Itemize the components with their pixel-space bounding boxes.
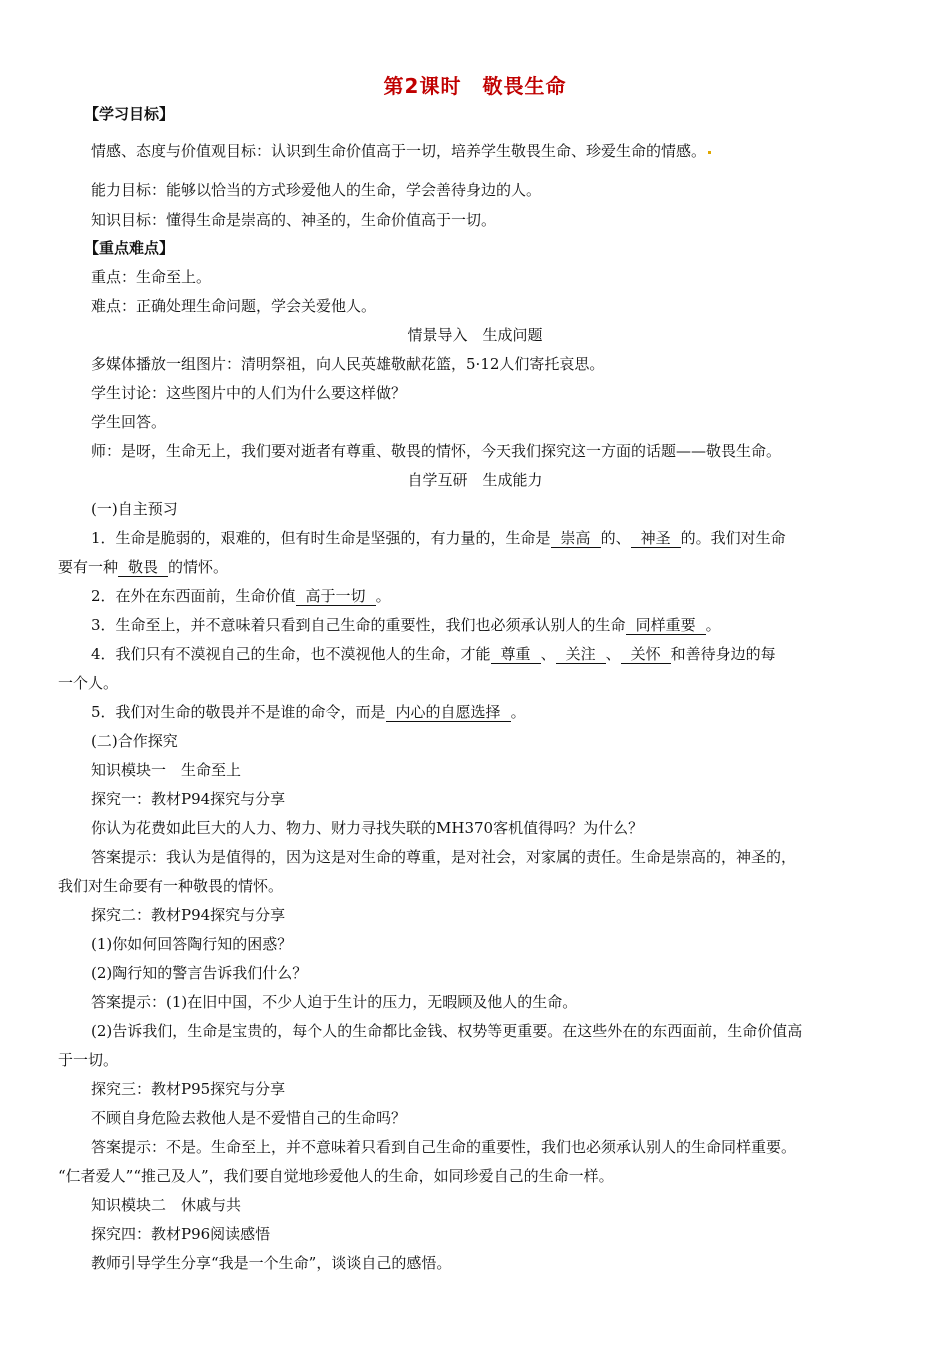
goal-knowledge: 知识目标：懂得生命是崇高的、神圣的，生命价值高于一切。 <box>91 211 497 229</box>
subheading-cooperation: (二)合作探究 <box>91 732 178 750</box>
module-1: 知识模块一 生命至上 <box>91 761 242 779</box>
inquiry-1-question: 你认为花费如此巨大的人力、物力、财力寻找失联的MH370客机值得吗？为什么？ <box>91 819 644 837</box>
key-point: 重点：生命至上。 <box>91 268 212 286</box>
answer-blank: 敬畏 <box>118 558 168 577</box>
answer-blank: 神圣 <box>631 529 681 548</box>
answer-blank: 关怀 <box>621 645 671 664</box>
intro-paragraph: 多媒体播放一组图片：清明祭祖，向人民英雄敬献花篮，5·12人们寄托哀思。 <box>91 355 605 373</box>
inquiry-1-answer: 答案提示：我认为是值得的，因为这是对生命的尊重，是对社会，对家属的责任。生命是崇高的，神圣的， <box>91 848 797 866</box>
intro-discussion: 学生讨论：这些图片中的人们为什么要这样做？ <box>91 384 407 402</box>
inquiry-4: 探究四：教材P96阅读感悟 <box>91 1225 271 1243</box>
answer-blank: 尊重 <box>491 645 541 664</box>
inquiry-2-answer-2: (2)告诉我们，生命是宝贵的，每个人的生命都比金钱、权势等更重要。在这些外在的东西面前，生命价值高 <box>91 1022 803 1040</box>
answer-blank: 关注 <box>556 645 606 664</box>
inquiry-2-answer-cont: 于一切。 <box>58 1051 119 1069</box>
stray-mark <box>708 151 711 154</box>
intro-answer: 学生回答。 <box>91 413 167 431</box>
answer-blank: 崇高 <box>551 529 601 548</box>
question-4-cont: 一个人。 <box>58 674 119 692</box>
goal-emotion: 情感、态度与价值观目标：认识到生命价值高于一切，培养学生敬畏生命、珍爱生命的情感。 <box>91 141 711 161</box>
inquiry-2-question-2: (2)陶行知的警言告诉我们什么？ <box>91 964 308 982</box>
inquiry-2-question-1: (1)你如何回答陶行知的困惑？ <box>91 935 293 953</box>
inquiry-1: 探究一：教材P94探究与分享 <box>91 790 286 808</box>
module-2: 知识模块二 休戚与共 <box>91 1196 242 1214</box>
intro-teacher: 师：是呀，生命无上，我们要对逝者有尊重、敬畏的情怀，今天我们探究这一方面的话题——敬畏生命。 <box>91 442 782 460</box>
inquiry-1-answer-cont: 我们对生命要有一种敬畏的情怀。 <box>58 877 284 895</box>
goal-ability: 能力目标：能够以恰当的方式珍爱他人的生命，学会善待身边的人。 <box>91 181 542 199</box>
question-3: 3．生命至上，并不意味着只看到自己生命的重要性，我们也必须承认别人的生命 同样重要 。 <box>91 616 721 634</box>
question-1: 1．生命是脆弱的，艰难的，但有时生命是坚强的，有力量的，生命是 崇高 的、 神圣 的。我们对生命 <box>91 529 786 547</box>
difficult-point: 难点：正确处理生命问题，学会关爱他人。 <box>91 297 377 315</box>
lesson-title: 第2课时 敬畏生命 <box>383 74 567 98</box>
question-4: 4．我们只有不漠视自己的生命，也不漠视他人的生命，才能 尊重 、 关注 、 关怀 和善待身边的每 <box>91 645 776 663</box>
inquiry-3-answer: 答案提示：不是。生命至上，并不意味着只看到自己生命的重要性，我们也必须承认别人的生命同样重要。 <box>91 1138 797 1156</box>
subheading-preview: (一)自主预习 <box>91 500 178 518</box>
inquiry-4-question: 教师引导学生分享“我是一个生命”，谈谈自己的感悟。 <box>91 1254 452 1272</box>
heading-self-study: 自学互研 生成能力 <box>407 471 543 489</box>
question-5: 5．我们对生命的敬畏并不是谁的命令，而是 内心的自愿选择 。 <box>91 703 526 721</box>
question-2: 2．在外在东西面前，生命价值 高于一切 。 <box>91 587 391 605</box>
inquiry-2: 探究二：教材P94探究与分享 <box>91 906 286 924</box>
inquiry-2-answer-1: 答案提示：(1)在旧中国，不少人迫于生计的压力，无暇顾及他人的生命。 <box>91 993 578 1011</box>
question-1-cont: 要有一种 敬畏 的情怀。 <box>58 558 229 576</box>
inquiry-3-answer-cont: “仁者爱人”“推己及人”，我们要自觉地珍爱他人的生命，如同珍爱自己的生命一样。 <box>58 1167 614 1185</box>
inquiry-3: 探究三：教材P95探究与分享 <box>91 1080 286 1098</box>
section-goals: 【学习目标】 <box>84 105 175 123</box>
answer-blank: 高于一切 <box>296 587 376 606</box>
answer-blank: 内心的自愿选择 <box>386 703 511 722</box>
section-key-points: 【重点难点】 <box>84 239 175 257</box>
inquiry-3-question: 不顾自身危险去救他人是不爱惜自己的生命吗？ <box>91 1109 407 1127</box>
answer-blank: 同样重要 <box>626 616 706 635</box>
heading-scenario: 情景导入 生成问题 <box>407 326 543 344</box>
